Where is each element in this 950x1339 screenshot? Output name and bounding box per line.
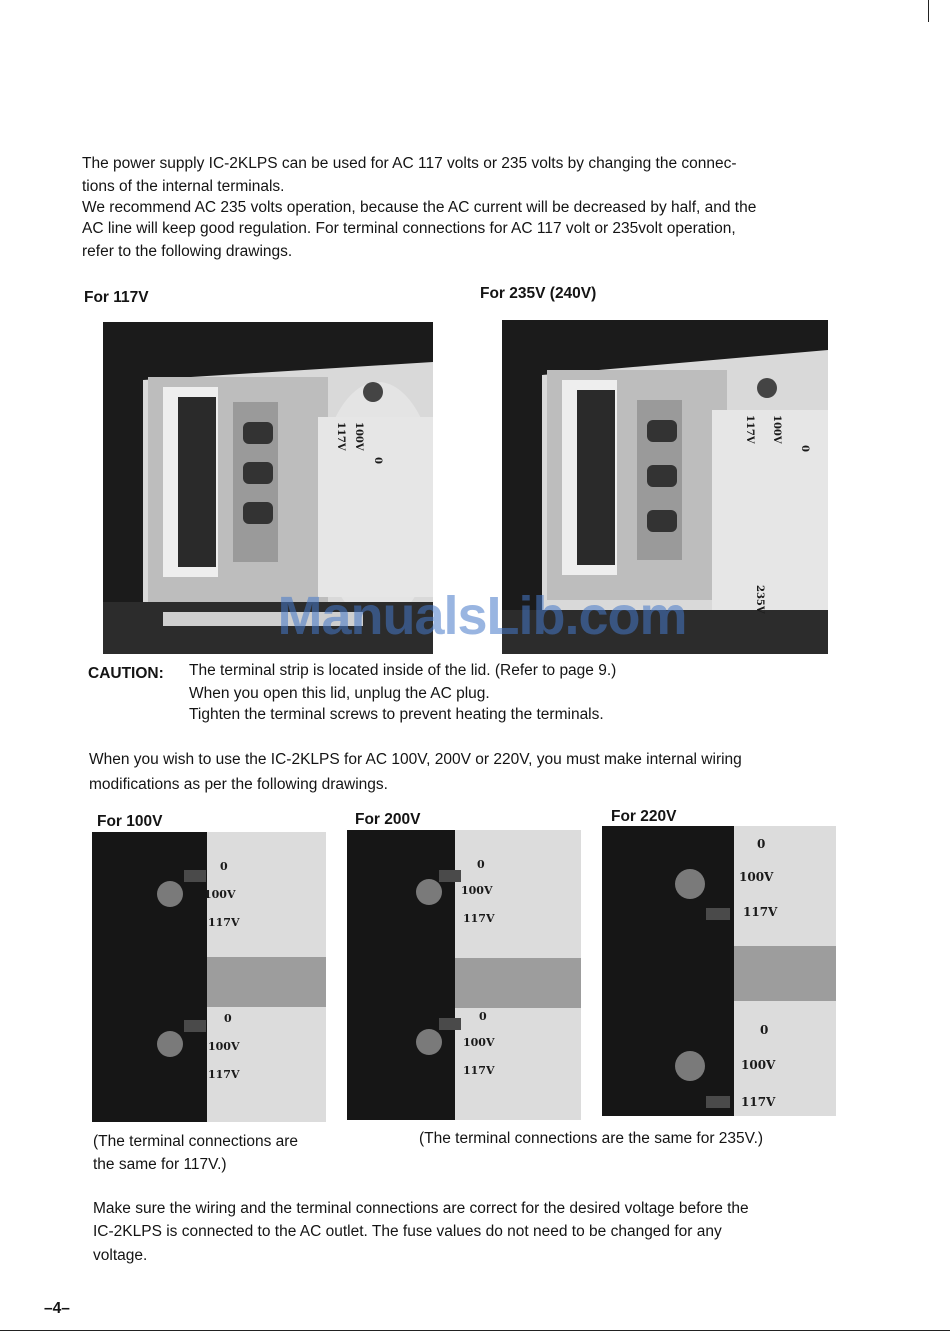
mark-0-upper: 0 (220, 860, 228, 873)
photo-235v (502, 320, 828, 654)
mark-100v: 100V (771, 415, 782, 444)
mark-117v-lower: 117V (208, 1068, 240, 1081)
caption-left-line-1: (The terminal connections are (93, 1133, 299, 1150)
mark-0-lower: 0 (224, 1012, 232, 1025)
intro-line-4: AC line will keep good regulation. For terminal connections for AC 117 volt or 235volt operation, (82, 220, 736, 237)
watermark: ManualsLib.com (277, 586, 687, 646)
mark-0: 0 (799, 445, 810, 452)
mark-100v: 100V (353, 422, 364, 451)
mark-117v-upper: 117V (208, 916, 240, 929)
closing-line-3: voltage. (93, 1247, 148, 1264)
intro-line-1: The power supply IC-2KLPS can be used for AC 117 volts or 235 volts by changing the connec- (82, 155, 737, 172)
mark-117v: 117V (744, 415, 755, 444)
mark-100v-lower: 100V (208, 1040, 240, 1053)
mark-0-lower: 0 (479, 1010, 487, 1023)
closing-line-1: Make sure the wiring and the terminal connections are correct for the desired voltage before the (93, 1200, 749, 1217)
label-100v: For 100V (97, 813, 163, 830)
edge-mark (928, 0, 929, 22)
caution-label: CAUTION: (88, 665, 164, 682)
mark-100v-lower: 100V (741, 1058, 776, 1072)
caution-line-2: When you open this lid, unplug the AC plug. (189, 685, 490, 702)
mark-100v-upper: 100V (739, 870, 774, 884)
mark-100v-lower: 100V (463, 1036, 495, 1049)
mark-117v-lower: 117V (741, 1095, 776, 1109)
bottom-rule (0, 1330, 950, 1331)
label-117v: For 117V (84, 289, 149, 306)
mark-100v-upper: 100V (461, 884, 493, 897)
caption-left-line-2: the same for 117V.) (93, 1156, 227, 1173)
mark-0-lower: 0 (760, 1023, 769, 1037)
photo-100v (92, 832, 326, 1122)
intro-line-2: tions of the internal terminals. (82, 178, 285, 195)
caution-line-3: Tighten the terminal screws to prevent heating the terminals. (189, 706, 604, 723)
photo-117v (103, 322, 433, 654)
mark-117v-upper: 117V (743, 905, 778, 919)
mark-100v-upper: 100V (204, 888, 236, 901)
mark-117v: 117V (335, 422, 346, 451)
mods-line-2: modifications as per the following drawings. (89, 776, 388, 793)
mark-117v-lower: 117V (463, 1064, 495, 1077)
mark-0-upper: 0 (477, 858, 485, 871)
photo-200v (347, 830, 581, 1120)
mark-235v: 235V (754, 585, 765, 614)
mark-117v-upper: 117V (463, 912, 495, 925)
caution-line-1: The terminal strip is located inside of the lid. (Refer to page 9.) (189, 662, 617, 679)
label-220v: For 220V (611, 808, 677, 825)
mark-0-upper: 0 (757, 837, 766, 851)
label-235v: For 235V (240V) (480, 285, 597, 302)
label-200v: For 200V (355, 811, 421, 828)
intro-line-5: refer to the following drawings. (82, 243, 293, 260)
caption-right: (The terminal connections are the same for 235V.) (419, 1130, 764, 1147)
intro-line-3: We recommend AC 235 volts operation, because the AC current will be decreased by half, and the (82, 199, 757, 216)
page-number: –4– (44, 1300, 70, 1317)
photo-220v (602, 826, 836, 1116)
closing-line-2: IC-2KLPS is connected to the AC outlet. The fuse values do not need to be changed for any (93, 1223, 722, 1240)
mods-line-1: When you wish to use the IC-2KLPS for AC 100V, 200V or 220V, you must make internal wiring (89, 751, 742, 768)
mark-0: 0 (372, 457, 383, 464)
